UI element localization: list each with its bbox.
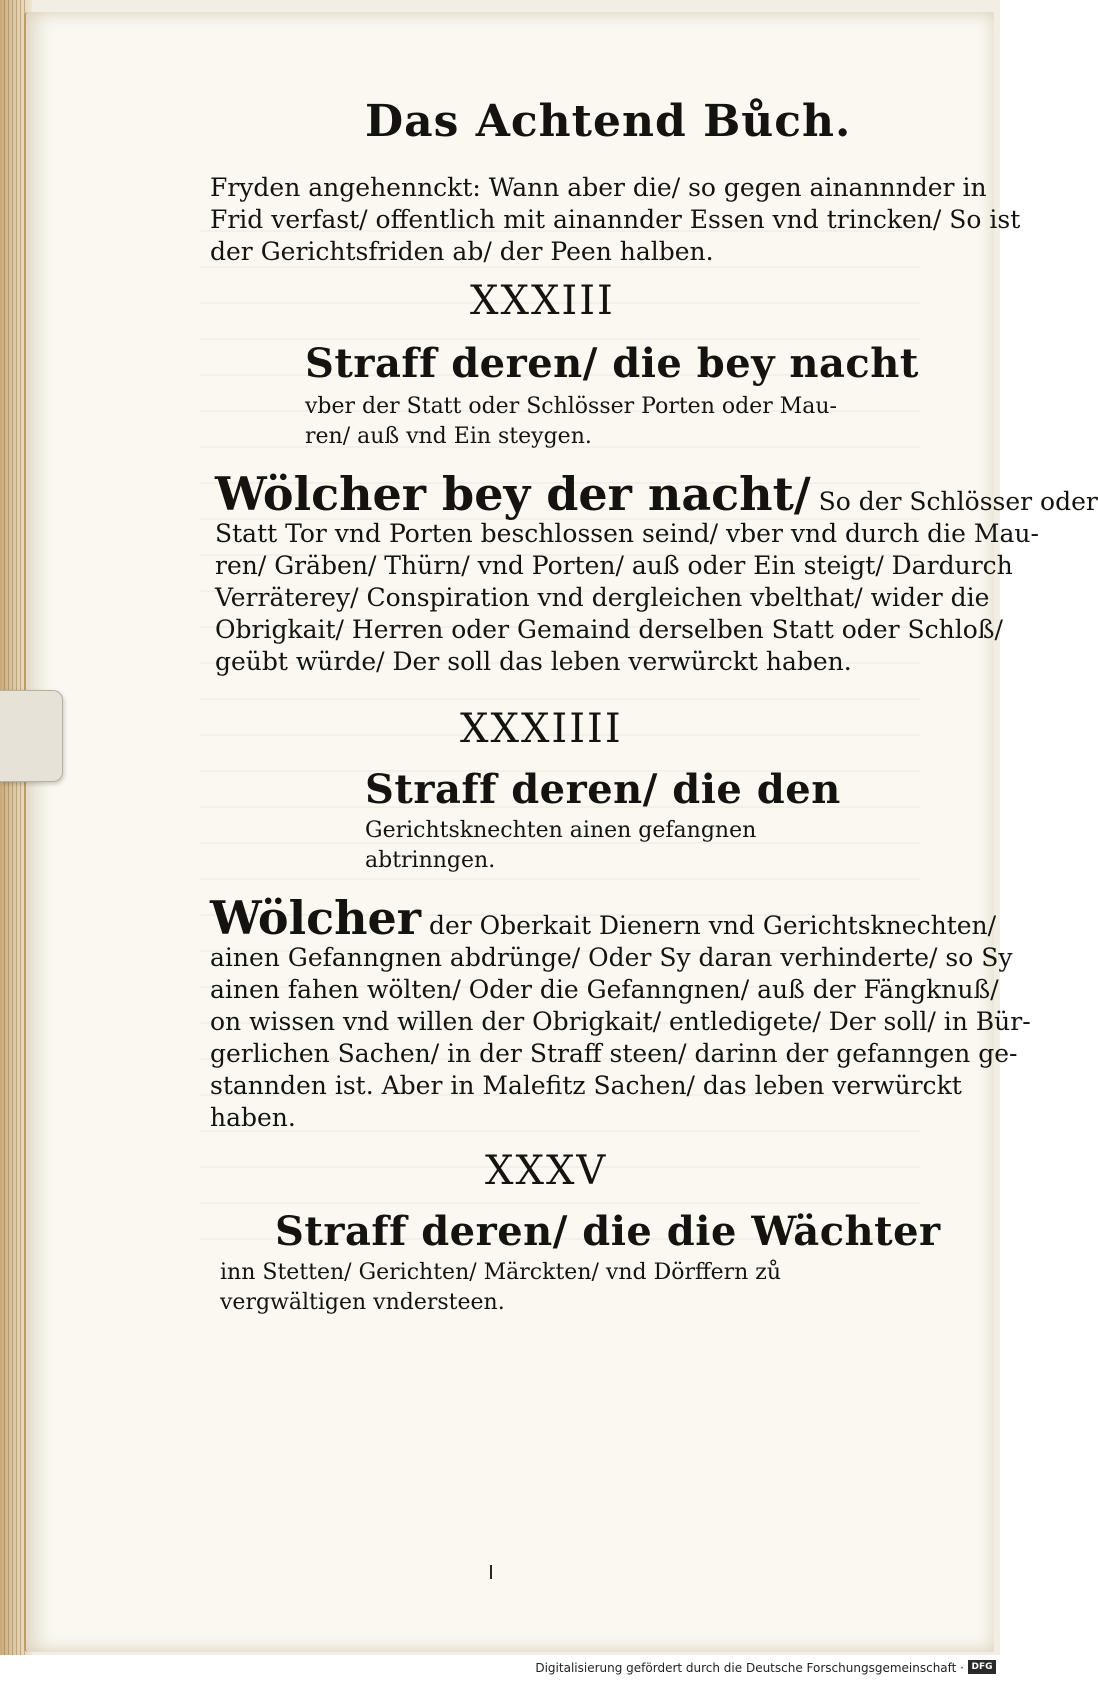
section-number: XXXIIII <box>460 706 623 752</box>
text-line: Statt Tor vnd Porten beschlossen seind/ vber vnd durch die Mau- <box>215 519 1039 548</box>
text-line: Obrigkait/ Herren oder Gemaind derselben Statt oder Schloß/ <box>215 615 1003 644</box>
page-marker-tab <box>0 690 63 782</box>
section-body <box>215 467 1098 678</box>
funding-credit: Digitalisierung gefördert durch die Deutsche Forschungsgemeinschaft · <box>535 1661 964 1675</box>
text-line: So der Schlösser oder <box>818 487 1098 516</box>
text-line: geübt würde/ Der soll das leben verwürckt haben. <box>215 647 852 676</box>
section-heading: Straff deren/ die bey nacht <box>305 340 919 387</box>
lead-words: Wölcher <box>210 891 422 945</box>
text-line: ainen Gefanngnen abdrünge/ Oder Sy daran verhinderte/ so Sy <box>210 943 1013 972</box>
footer-bar <box>0 1655 1000 1681</box>
text-line: abtrinngen. <box>365 848 496 873</box>
text-line: ren/ auß vnd Ein steygen. <box>305 424 592 449</box>
section-subheading <box>305 392 837 452</box>
text-line: Fryden angehennckt: Wann aber die/ so gegen ainannnder in <box>210 173 987 202</box>
text-line: Gerichtsknechten ainen gefangnen <box>365 818 757 843</box>
section-subheading <box>365 816 756 876</box>
lead-words: Wölcher bey der nacht/ <box>215 467 811 521</box>
section-heading: Straff deren/ die die Wächter <box>275 1208 941 1255</box>
text-line: der Gerichtsfriden ab/ der Peen halben. <box>210 237 714 266</box>
section-number: XXXIII <box>470 278 615 324</box>
text-line: inn Stetten/ Gerichten/ Märckten/ vnd Dörffern zů <box>220 1260 782 1285</box>
dfg-logo: DFG <box>968 1660 996 1674</box>
printer-mark <box>490 1565 492 1579</box>
text-line: vber der Statt oder Schlösser Porten oder Mau- <box>305 394 837 419</box>
text-line: stannden ist. Aber in Malefitz Sachen/ das leben verwürckt <box>210 1071 962 1100</box>
section-subheading <box>220 1258 781 1318</box>
section-number: XXXV <box>485 1148 608 1194</box>
text-line: haben. <box>210 1103 296 1132</box>
section-heading: Straff deren/ die den <box>365 766 841 813</box>
text-line: Frid verfast/ offentlich mit ainannder Essen vnd trincken/ So ist <box>210 205 1021 234</box>
continuation-paragraph <box>210 172 1020 268</box>
text-line: gerlichen Sachen/ in der Straff steen/ darinn der gefanngen ge- <box>210 1039 1018 1068</box>
text-line: ren/ Gräben/ Thürn/ vnd Porten/ auß oder Ein steigt/ Dardurch <box>215 551 1013 580</box>
text-line: ainen fahen wölten/ Oder die Gefanngnen/ auß der Fängknuß/ <box>210 975 999 1004</box>
text-line: vergwältigen vndersteen. <box>220 1290 505 1315</box>
text-line: on wissen vnd willen der Obrigkait/ entledigete/ Der soll/ in Bür- <box>210 1007 1031 1036</box>
running-header: Das Achtend Bůch. <box>365 96 852 147</box>
text-line: Verräterey/ Conspiration vnd dergleichen vbelthat/ wider die <box>215 583 990 612</box>
section-body <box>210 891 1031 1134</box>
text-line: der Oberkait Dienern vnd Gerichtsknechten/ <box>428 911 997 940</box>
